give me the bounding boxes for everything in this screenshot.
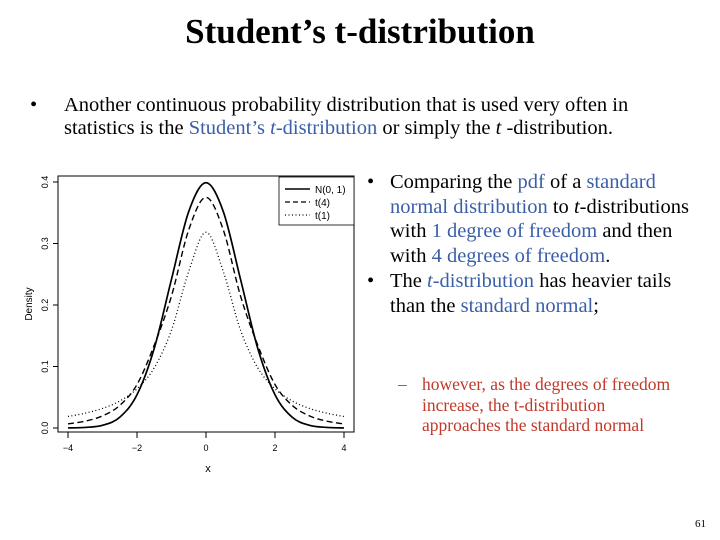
x-tick-label: 0 xyxy=(203,443,209,453)
x-tick-label: 4 xyxy=(341,443,347,453)
bullet-tails: • The t-distribution has heavier tails than the standard normal; xyxy=(367,270,672,317)
slide-title: Student’s t-distribution xyxy=(185,12,535,51)
legend-label-t1: t(1) xyxy=(315,211,330,222)
bullet-dot: • xyxy=(30,94,38,116)
legend-label-normal: N(0, 1) xyxy=(315,185,346,196)
standard-normal-term: standard normal distribution xyxy=(390,171,656,218)
comparison-bullets xyxy=(362,170,697,319)
t-distribution-chart xyxy=(20,168,365,478)
students-t-term: Student’s t-distribution xyxy=(188,117,378,139)
pdf-term: pdf xyxy=(517,171,545,193)
t-symbol: t xyxy=(495,117,502,139)
legend-label-t4: t(4) xyxy=(315,198,330,209)
standard-normal-term-2: standard normal xyxy=(460,294,594,317)
y-tick-label: 0.4 xyxy=(40,175,50,189)
y-tick-label: 0.0 xyxy=(40,421,50,435)
y-tick-label: 0.1 xyxy=(40,360,50,373)
series-line-t4 xyxy=(68,197,344,424)
bullet-intro: • Another continuous probability distribution that is used very often in statistics is the Student’s t-distribution or simply the t -distribution. xyxy=(30,94,629,139)
y-axis xyxy=(40,176,58,435)
page-number: 61 xyxy=(695,518,706,530)
series-line-t1 xyxy=(68,232,344,416)
bullet-intro-text: Another continuous probability distribution that is used very often in statistics is the xyxy=(64,94,629,139)
x-axis xyxy=(63,432,347,453)
x-tick-label: 2 xyxy=(272,443,278,453)
y-tick-label: 0.2 xyxy=(40,298,50,312)
y-axis-label: Density xyxy=(24,287,35,321)
dof-one-term: degree of freedom xyxy=(446,220,598,242)
dash-glyph: – xyxy=(398,374,407,394)
sub-bullet-text: however, as the degrees of freedom increase, the t-distribution approaches the standard normal xyxy=(422,374,671,435)
sub-bullet-convergence xyxy=(398,374,688,436)
x-tick-label: −4 xyxy=(62,443,74,453)
bullet-comparison: • Comparing the pdf of a standard normal distribution to t-distributions with 1 degree of freedom and then with 4 degrees of freedom. xyxy=(367,171,689,267)
y-tick-label: 0.3 xyxy=(40,237,50,250)
x-tick-label: −2 xyxy=(131,443,143,453)
chart-legend xyxy=(279,177,354,225)
x-axis-label: x xyxy=(205,463,211,475)
dof-four-term: 4 degrees of freedom xyxy=(431,244,606,267)
